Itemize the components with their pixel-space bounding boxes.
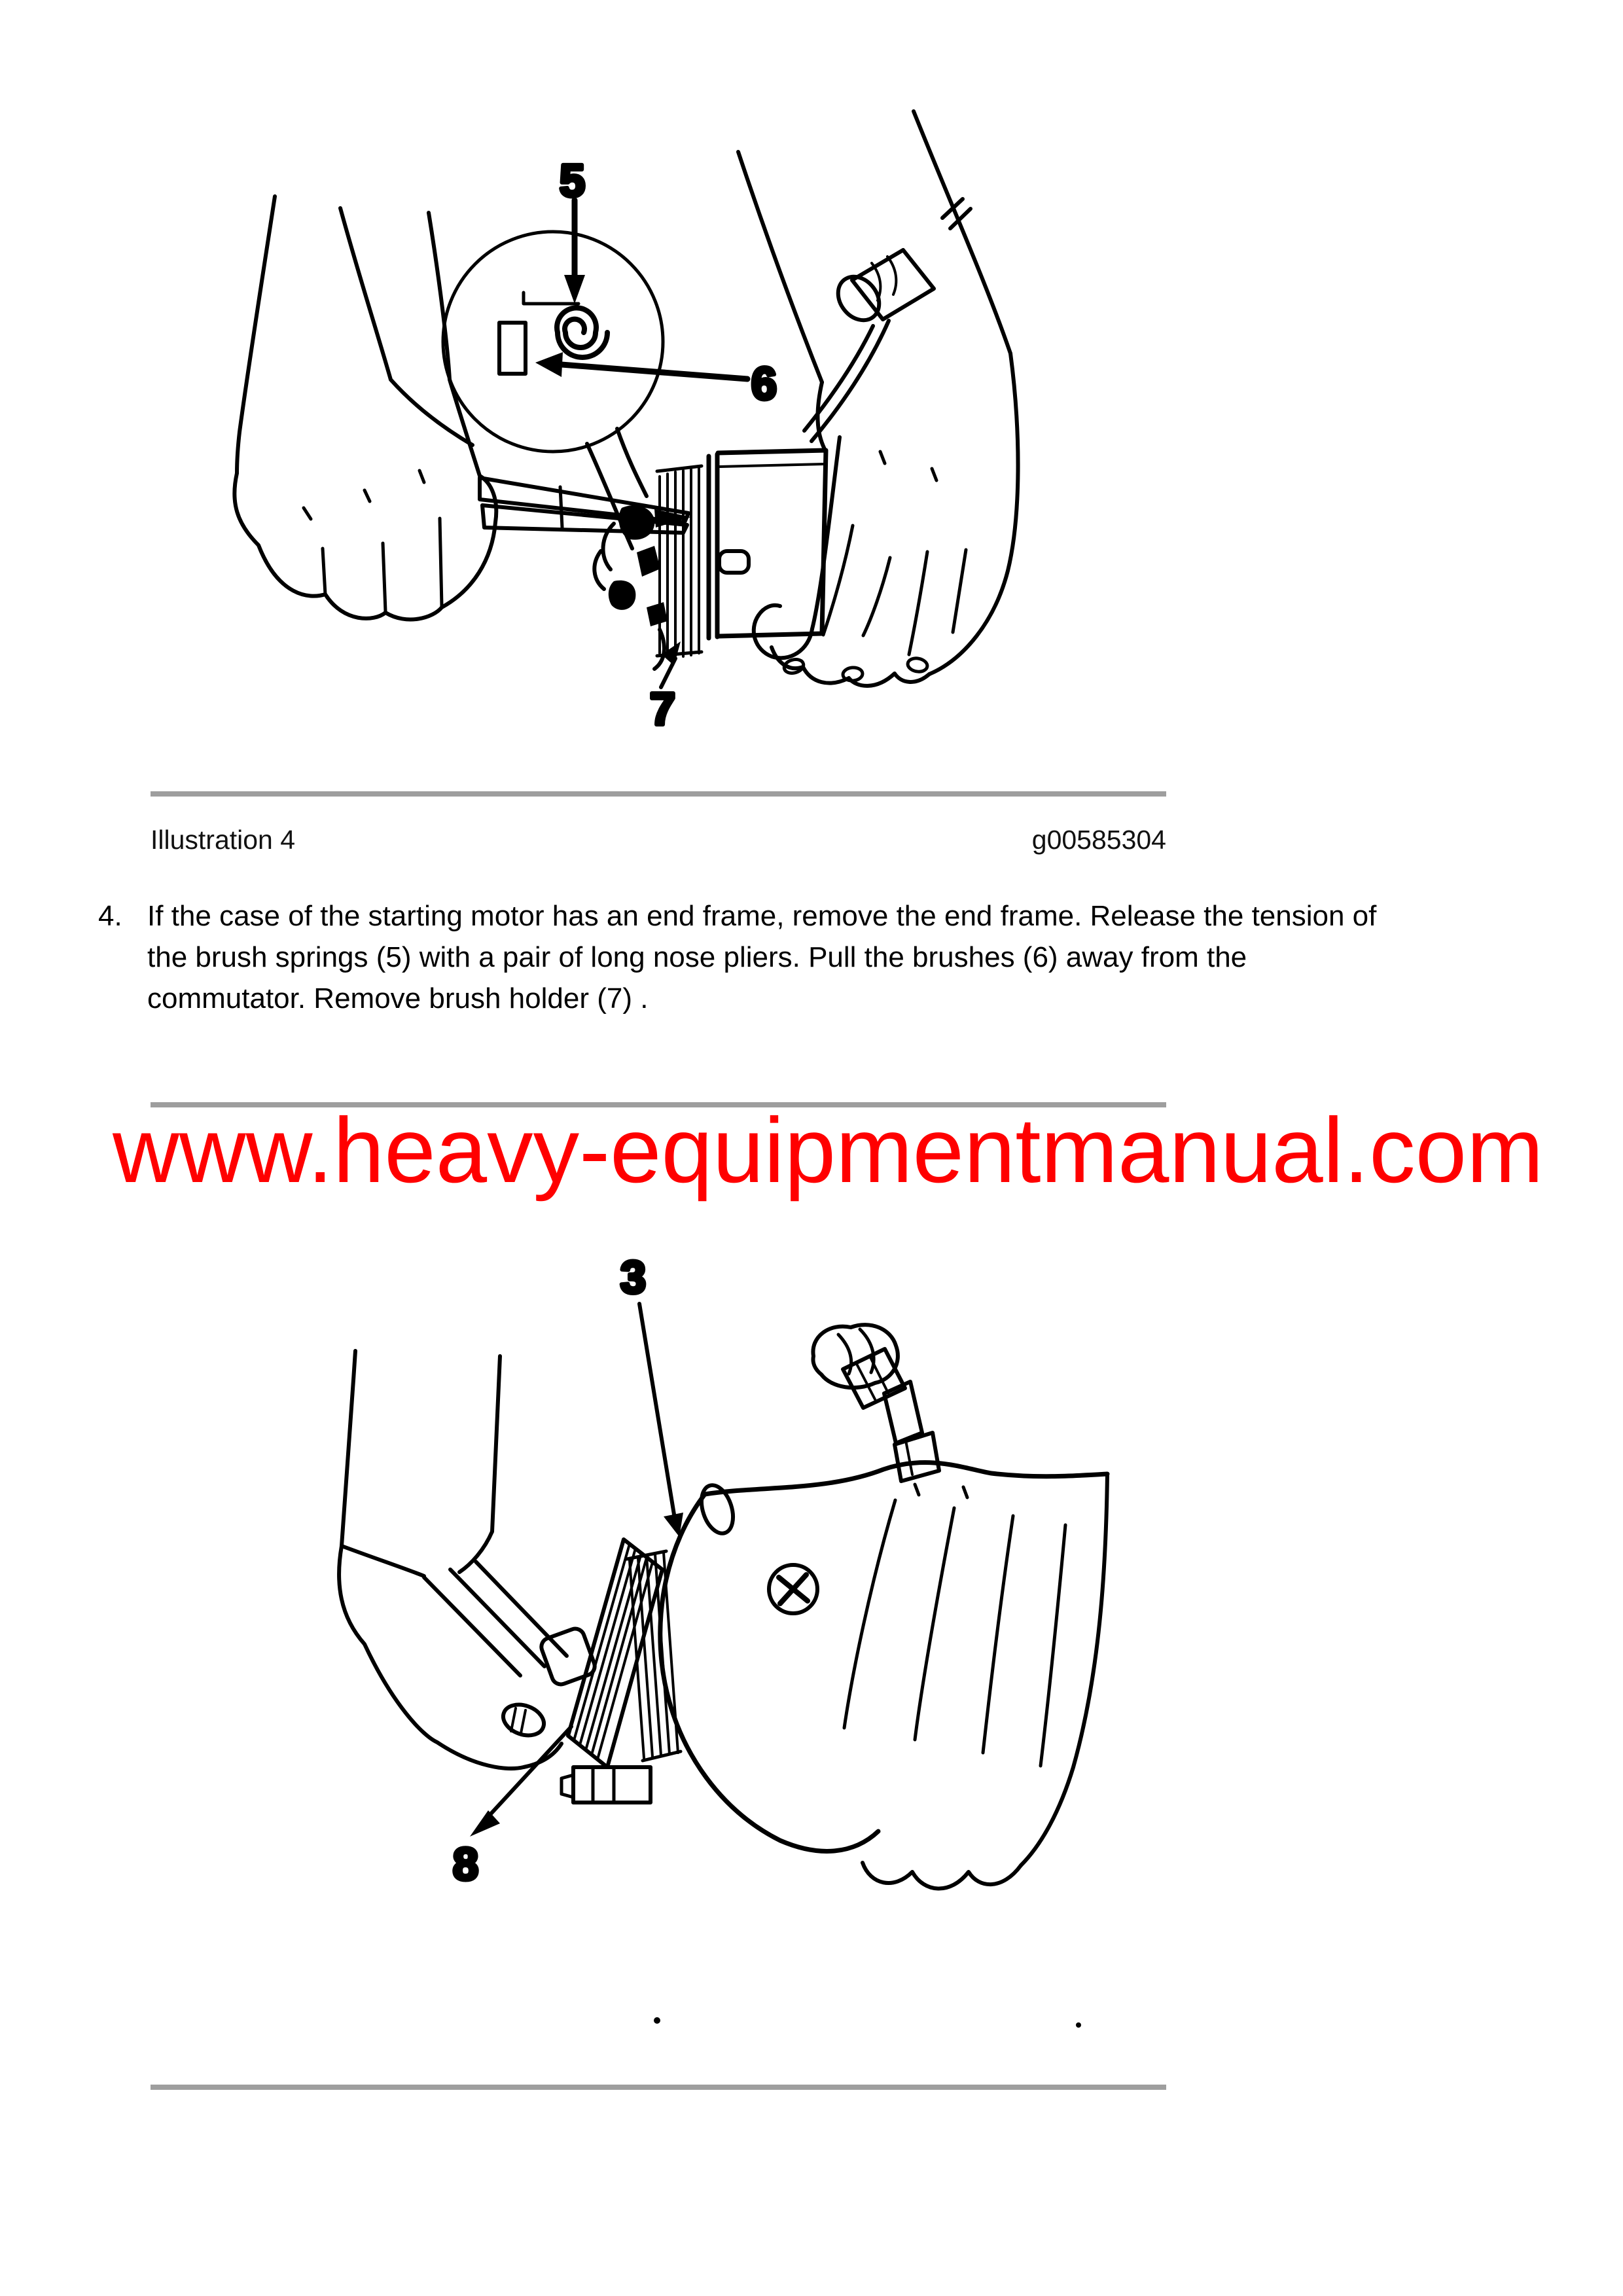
shaft-nut-drawing: [573, 1767, 651, 1803]
brush-rectangle: [499, 323, 526, 374]
figure-bottom-divider: [151, 2085, 1166, 2090]
callout-7: 7: [650, 683, 675, 734]
figure-caption: Illustration 4: [151, 825, 296, 855]
figure-illustration-5: [339, 1251, 1107, 2028]
callout-3: 3: [620, 1251, 646, 1302]
scan-speck: [1076, 2022, 1081, 2028]
step-item-4: [98, 895, 1558, 1019]
callout-5-arrow: [564, 200, 585, 304]
figure-top-divider: [151, 791, 1166, 797]
watermark-url-text: www.heavy-equipmentmanual.com: [113, 1098, 1544, 1202]
callout-6: 6: [751, 358, 777, 409]
detail-balloon: [443, 232, 663, 548]
callout-5: 5: [560, 155, 585, 206]
left-hand-drawing: [234, 196, 496, 619]
callout-8: 8: [453, 1839, 478, 1890]
figure-caption-row: [151, 827, 1166, 853]
callout-6-arrow: [535, 352, 747, 379]
callout-8-arrow: [470, 1727, 571, 1837]
right-hand-drawing: [738, 111, 1018, 686]
right-hand-drawing-2: [844, 1474, 1107, 1889]
starting-motor-drawing: [594, 450, 826, 669]
figure-id: g00585304: [1031, 825, 1166, 855]
scan-speck: [654, 2017, 660, 2024]
motor-end-cap-drawing: [660, 1463, 1107, 1852]
figure-illustration-4: [234, 111, 1018, 734]
terminal-bolt-drawing: [804, 199, 971, 441]
callout-3-arrow: [639, 1304, 683, 1537]
wire-connector-drawing: [813, 1325, 939, 1481]
step-text-line: If the case of the starting motor has an end frame, remove the end frame. Release the tension of: [147, 900, 1377, 932]
step-text: [147, 895, 1376, 1019]
step-text-line: commutator. Remove brush holder (7) .: [147, 982, 649, 1014]
left-hand-drawing-2: [339, 1351, 597, 1768]
step-text-line: the brush springs (5) with a pair of long nose pliers. Pull the brushes (6) away from the: [147, 941, 1247, 973]
step-number: 4.: [98, 900, 122, 932]
commutator-drawing: [627, 1551, 681, 1761]
brush-spring-spiral: [557, 308, 607, 357]
